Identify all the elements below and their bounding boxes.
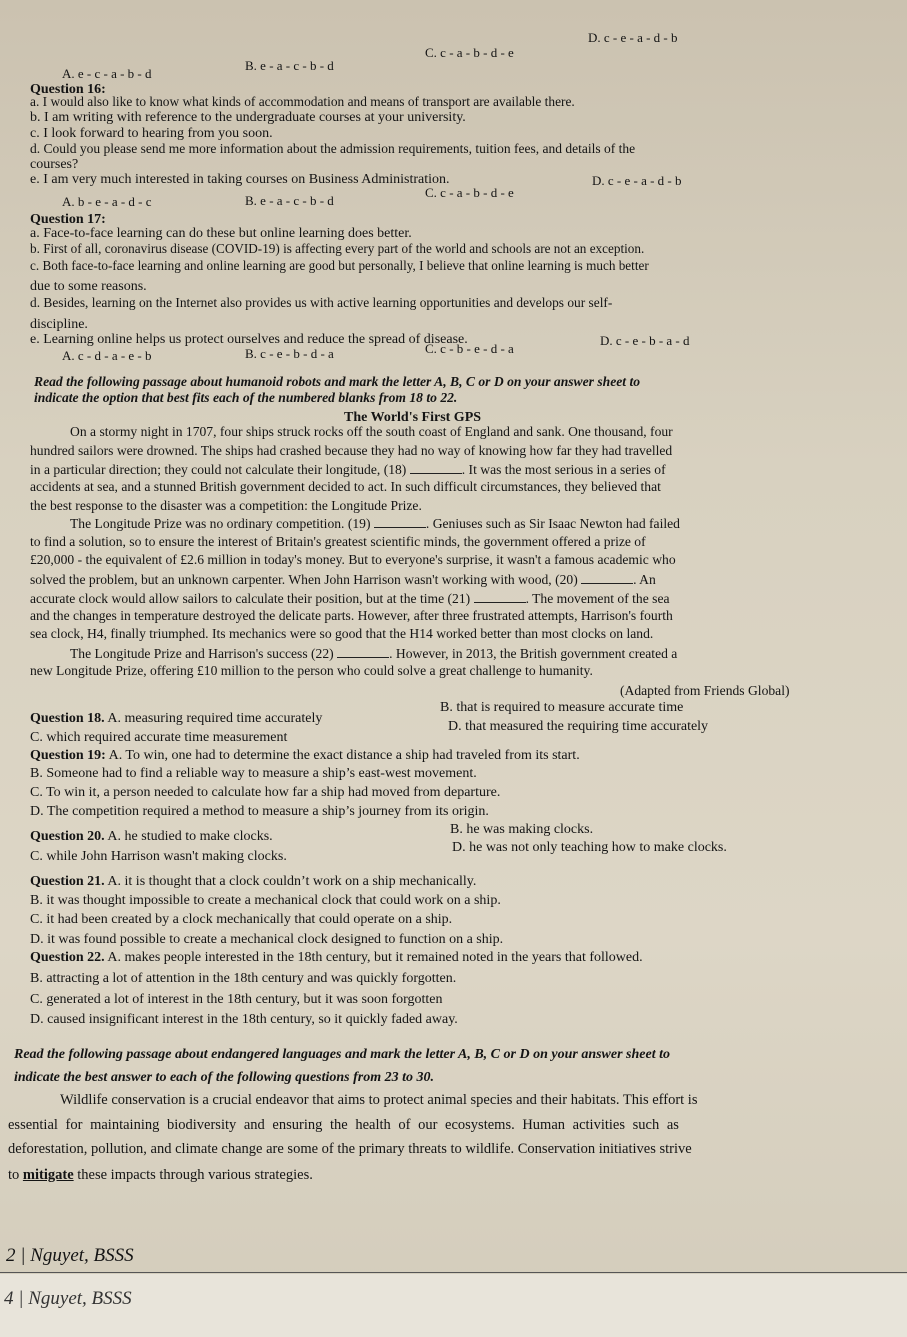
q21-option-a: A. it is thought that a clock couldn’t work on a ship mechanically. xyxy=(107,874,477,889)
q21-row-1 xyxy=(30,874,476,890)
q17-line-d: d. Besides, learning on the Internet also provides us with active learning opportunities and develops our self- xyxy=(30,295,613,310)
q22-option-a: A. makes people interested in the 18th century, but it remained noted in the years that followed. xyxy=(107,950,643,965)
passage-1-line: accidents at sea, and a stunned British government decided to act. In such difficult circumstances, they believed that xyxy=(30,479,661,494)
passage-2-keyword: mitigate xyxy=(22,1167,74,1183)
passage-2-line: Wildlife conservation is a crucial endeavor that aims to protect animal species and their habitats. This effort is xyxy=(60,1092,698,1108)
q20-option-a: A. he studied to make clocks. xyxy=(107,829,273,844)
passage-1-line: the best response to the disaster was a competition: the Longitude Prize. xyxy=(30,498,422,513)
q17-option-d: D. c - e - b - a - d xyxy=(600,333,690,348)
q17-title: Question 17: xyxy=(30,212,106,227)
q16-line-d: d. Could you please send me more information about the admission requirements, tuition fees, and details of the xyxy=(30,141,636,156)
passage-1-line: to find a solution, so to ensure the interest of Britain's greatest scientific minds, the government offered a prize of xyxy=(30,534,646,549)
q18-label: Question 18. xyxy=(30,711,105,726)
passage-1-line: hundred sailors were drowned. The ships had crashed because they had no way of knowing how far they had travelled xyxy=(30,443,673,458)
instruction-2-line-1: Read the following passage about endangered languages and mark the letter A, B, C or D on your answer sheet to xyxy=(14,1047,670,1062)
passage-1-text: . However, in 2013, the British government created a xyxy=(389,646,678,661)
q18-option-d: D. that measured the requiring time accurately xyxy=(448,719,709,734)
passage-1-line xyxy=(70,515,680,532)
passage-1-line xyxy=(30,590,670,607)
q20-option-c: C. while John Harrison wasn't making clocks. xyxy=(30,849,287,864)
q15-option-d: D. c - e - a - d - b xyxy=(588,30,678,45)
passage-1-line: sea clock, H4, finally triumphed. Its mechanics were so good that the H14 worked better than most clocks on land. xyxy=(30,626,654,641)
q22-option-d: D. caused insignificant interest in the 18th century, so it quickly faded away. xyxy=(30,1012,458,1027)
q21-option-d: D. it was found possible to create a mechanical clock designed to function on a ship. xyxy=(30,932,504,947)
q16-option-d: D. c - e - a - d - b xyxy=(592,173,682,188)
passage-1-line xyxy=(30,461,666,478)
q22-option-c: C. generated a lot of interest in the 18th century, but it was soon forgotten xyxy=(30,992,443,1007)
q21-label: Question 21. xyxy=(30,874,105,889)
q15-option-c: C. c - a - b - d - e xyxy=(425,45,514,60)
blank-18 xyxy=(410,461,462,474)
q19-option-d: D. The competition required a method to measure a ship’s journey from its origin. xyxy=(30,804,489,819)
blank-21 xyxy=(474,590,526,603)
q19-option-a: A. To win, one had to determine the exact distance a ship had traveled from its start. xyxy=(108,748,580,763)
q22-option-b: B. attracting a lot of attention in the 18th century and was quickly forgotten. xyxy=(30,971,457,986)
passage-2-text: to xyxy=(8,1167,20,1183)
q17-option-c: C. c - b - e - d - a xyxy=(425,341,514,356)
page-footer: 2 | Nguyet, BSSS xyxy=(6,1245,134,1266)
passage-2-text: these impacts through various strategies. xyxy=(77,1167,313,1183)
q17-line-c-cont: due to some reasons. xyxy=(30,279,147,294)
passage-1-line xyxy=(30,571,656,588)
q21-option-b: B. it was thought impossible to create a mechanical clock that could work on a ship. xyxy=(30,893,501,908)
passage-1-line: On a stormy night in 1707, four ships struck rocks off the south coast of England and sank. One thousand, four xyxy=(70,424,673,439)
q16-option-c: C. c - a - b - d - e xyxy=(425,185,514,200)
q17-line-e: e. Learning online helps us protect ourselves and reduce the spread of disease. xyxy=(30,332,468,347)
q16-line-c: c. I look forward to hearing from you soon. xyxy=(30,126,273,141)
q16-line-a: a. I would also like to know what kinds of accommodation and means of transport are available there. xyxy=(30,94,575,109)
q18-row-1 xyxy=(30,711,322,727)
q17-line-d-cont: discipline. xyxy=(30,317,88,332)
passage-1-text: The Longitude Prize and Harrison's success (22) xyxy=(70,646,334,661)
q17-line-c: c. Both face-to-face learning and online learning are good but personally, I believe that online learning is much better xyxy=(30,258,649,273)
passage-2-line: deforestation, pollution, and climate change are some of the primary threats to wildlife. Conservation initiatives strive xyxy=(8,1141,692,1157)
q19-row-1 xyxy=(30,748,580,764)
passage-1-text: accurate clock would allow sailors to calculate their position, but at the time (21) xyxy=(30,591,471,606)
passage-1-title: The World's First GPS xyxy=(344,410,482,425)
q22-label: Question 22. xyxy=(30,950,105,965)
q18-option-b: B. that is required to measure accurate time xyxy=(440,700,684,715)
passage-1-source: (Adapted from Friends Global) xyxy=(620,683,790,698)
q18-option-c: C. which required accurate time measurement xyxy=(30,730,288,745)
q22-row-1 xyxy=(30,950,643,966)
q16-line-d-cont: courses? xyxy=(30,157,79,172)
q20-label: Question 20. xyxy=(30,829,105,844)
q18-option-a: A. measuring required time accurately xyxy=(107,711,323,726)
q16-option-a: A. b - e - a - d - c xyxy=(62,194,152,209)
passage-1-line: and the changes in temperature destroyed the delicate parts. However, after three frustrated attempts, Harrison's fourth xyxy=(30,608,673,623)
passage-1-text: . An xyxy=(633,572,656,587)
passage-1-line: £20,000 - the equivalent of £2.6 million in today's money. But to everyone's surprise, it wasn't a famous academic who xyxy=(30,552,676,567)
q16-title: Question 16: xyxy=(30,82,106,97)
passage-1-text: . It was the most serious in a series of xyxy=(461,462,666,477)
q20-option-d: D. he was not only teaching how to make clocks. xyxy=(452,840,727,855)
q16-line-b: b. I am writing with reference to the undergraduate courses at your university. xyxy=(30,110,466,125)
q17-option-b: B. c - e - b - d - a xyxy=(245,346,334,361)
passage-1-text: in a particular direction; they could not calculate their longitude, (18) xyxy=(30,462,407,477)
blank-22 xyxy=(337,645,389,658)
q19-label: Question 19: xyxy=(30,748,106,763)
passage-1-text: . The movement of the sea xyxy=(525,591,670,606)
q17-line-a: a. Face-to-face learning can do these but online learning does better. xyxy=(30,226,412,241)
q19-option-b: B. Someone had to find a reliable way to measure a ship’s east-west movement. xyxy=(30,766,477,781)
blank-19 xyxy=(374,515,426,528)
passage-1-text: solved the problem, but an unknown carpenter. When John Harrison wasn't working with wood, (20) xyxy=(30,572,578,587)
passage-2-line: essential for maintaining biodiversity and ensuring the health of our ecosystems. Human activities such as xyxy=(8,1117,679,1133)
footer-divider xyxy=(0,1272,907,1273)
passage-1-line xyxy=(70,645,677,662)
instruction-1-line-2: indicate the option that best fits each of the numbered blanks from 18 to 22. xyxy=(34,390,458,405)
next-page-strip xyxy=(0,1274,907,1337)
next-page-footer: 4 | Nguyet, BSSS xyxy=(4,1288,132,1309)
instruction-2-line-2: indicate the best answer to each of the following questions from 23 to 30. xyxy=(14,1070,435,1085)
blank-20 xyxy=(581,571,633,584)
passage-2-line xyxy=(8,1167,313,1183)
q15-option-a: A. e - c - a - b - d xyxy=(62,66,152,81)
passage-1-text: . Geniuses such as Sir Isaac Newton had failed xyxy=(425,516,680,531)
q16-line-e: e. I am very much interested in taking courses on Business Administration. xyxy=(30,172,450,187)
q19-option-c: C. To win it, a person needed to calculate how far a ship had moved from departure. xyxy=(30,785,501,800)
instruction-1-line-1: Read the following passage about humanoid robots and mark the letter A, B, C or D on your answer sheet to xyxy=(34,374,641,389)
q16-option-b: B. e - a - c - b - d xyxy=(245,193,334,208)
q20-row-1 xyxy=(30,829,273,845)
q17-option-a: A. c - d - a - e - b xyxy=(62,348,152,363)
passage-1-line: new Longitude Prize, offering £10 million to the person who could solve a great challenge to humanity. xyxy=(30,663,593,678)
q17-line-b: b. First of all, coronavirus disease (COVID-19) is affecting every part of the world and schools are not an exception. xyxy=(30,241,645,256)
q21-option-c: C. it had been created by a clock mechanically that could operate on a ship. xyxy=(30,912,453,927)
q15-option-b: B. e - a - c - b - d xyxy=(245,58,334,73)
passage-1-text: The Longitude Prize was no ordinary competition. (19) xyxy=(70,516,371,531)
q20-option-b: B. he was making clocks. xyxy=(450,822,594,837)
